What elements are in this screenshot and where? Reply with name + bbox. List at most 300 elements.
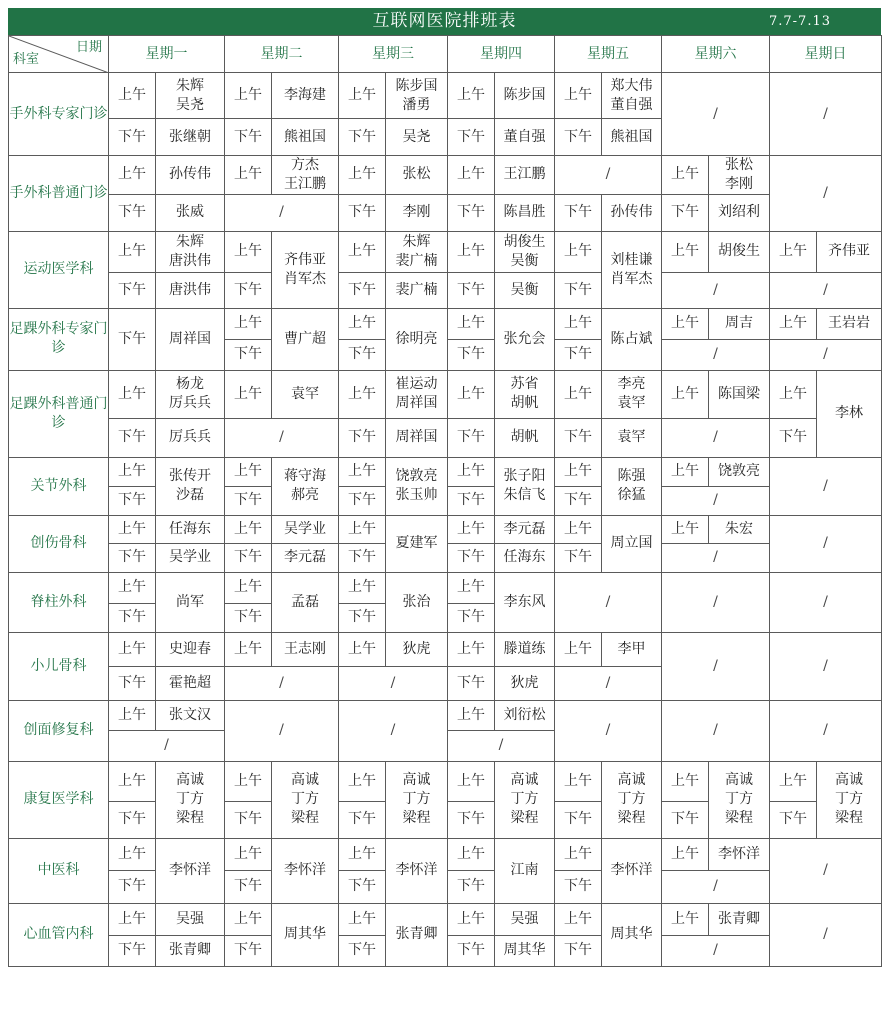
doctor-name: 狄虎 — [495, 666, 555, 700]
empty-slot: / — [662, 339, 770, 370]
date-range: 7.7-7.13 — [768, 14, 831, 29]
schedule-table — [8, 35, 882, 967]
doctor-name: 郑大伟 董自强 — [602, 73, 662, 119]
schedule-body — [9, 36, 882, 967]
am-label: 上午 — [109, 700, 156, 730]
doctor-name: 高诚 丁方 梁程 — [495, 761, 555, 838]
dept-am-row — [9, 370, 882, 418]
pm-label: 下午 — [448, 119, 495, 156]
pm-label: 下午 — [448, 870, 495, 903]
day-header: 星期五 — [555, 36, 662, 73]
doctor-name: 李林 — [817, 370, 882, 457]
doctor-name: 尚军 — [156, 572, 225, 632]
doctor-name: 吴学业 — [156, 543, 225, 572]
pm-label: 下午 — [770, 801, 817, 838]
pm-label: 下午 — [225, 935, 272, 966]
am-label: 上午 — [339, 73, 386, 119]
page-title: 互联网医院排班表 — [372, 11, 517, 31]
am-label: 上午 — [225, 73, 272, 119]
am-label: 上午 — [770, 231, 817, 272]
doctor-name: 陈步国 潘勇 — [386, 73, 448, 119]
empty-slot: / — [662, 272, 770, 308]
pm-label: 下午 — [555, 870, 602, 903]
pm-label: 下午 — [555, 935, 602, 966]
doctor-name: 张青卿 — [709, 903, 770, 935]
am-label: 上午 — [109, 156, 156, 195]
doctor-name: 朱辉 唐洪伟 — [156, 231, 225, 272]
pm-label: 下午 — [225, 543, 272, 572]
doctor-name: 蒋守海 郝亮 — [272, 457, 339, 515]
pm-label: 下午 — [662, 801, 709, 838]
doctor-name: 李元磊 — [495, 515, 555, 543]
am-label: 上午 — [662, 156, 709, 195]
doctor-name: 饶敦亮 — [709, 457, 770, 486]
doctor-name: 高诚 丁方 梁程 — [602, 761, 662, 838]
am-label: 上午 — [225, 572, 272, 603]
am-label: 上午 — [225, 515, 272, 543]
doctor-name: 齐伟亚 肖军杰 — [272, 231, 339, 308]
am-label: 上午 — [109, 632, 156, 666]
am-label: 上午 — [339, 632, 386, 666]
doctor-name: 狄虎 — [386, 632, 448, 666]
pm-label: 下午 — [109, 666, 156, 700]
empty-slot: / — [225, 700, 339, 761]
am-label: 上午 — [662, 515, 709, 543]
doctor-name: 王江鹏 — [495, 156, 555, 195]
am-label: 上午 — [555, 370, 602, 418]
doctor-name: 陈强 徐猛 — [602, 457, 662, 515]
empty-slot: / — [225, 666, 339, 700]
am-label: 上午 — [109, 761, 156, 801]
doctor-name: 李亮 袁罕 — [602, 370, 662, 418]
am-label: 上午 — [225, 838, 272, 870]
dept-am-row — [9, 231, 882, 272]
doctor-name: 周其华 — [272, 903, 339, 966]
am-label: 上午 — [662, 370, 709, 418]
empty-slot: / — [555, 572, 662, 632]
dept-name: 心血管内科 — [9, 903, 109, 966]
doctor-name: 李怀洋 — [709, 838, 770, 870]
doctor-name: 陈步国 — [495, 73, 555, 119]
empty-slot: / — [662, 73, 770, 156]
doctor-name: 周吉 — [709, 308, 770, 339]
doctor-name: 张青卿 — [386, 903, 448, 966]
dept-name: 创面修复科 — [9, 700, 109, 761]
pm-label: 下午 — [448, 194, 495, 231]
am-label: 上午 — [339, 231, 386, 272]
doctor-name: 孙传伟 — [602, 194, 662, 231]
am-label: 上午 — [662, 838, 709, 870]
empty-slot: / — [662, 572, 770, 632]
doctor-name: 胡帆 — [495, 418, 555, 457]
schedule-sheet — [8, 8, 881, 967]
dept-am-row — [9, 903, 882, 935]
doctor-name: 张继朝 — [156, 119, 225, 156]
am-label: 上午 — [555, 308, 602, 339]
empty-slot: / — [662, 486, 770, 515]
doctor-name: 吴尧 — [386, 119, 448, 156]
am-label: 上午 — [448, 370, 495, 418]
doctor-name: 张治 — [386, 572, 448, 632]
dept-am-row — [9, 308, 882, 339]
am-label: 上午 — [339, 761, 386, 801]
pm-label: 下午 — [555, 486, 602, 515]
doctor-name: 饶敦亮 张玉帅 — [386, 457, 448, 515]
doctor-name: 吴衡 — [495, 272, 555, 308]
am-label: 上午 — [448, 700, 495, 730]
pm-label: 下午 — [555, 119, 602, 156]
pm-label: 下午 — [225, 272, 272, 308]
dept-name: 中医科 — [9, 838, 109, 903]
pm-label: 下午 — [339, 418, 386, 457]
doctor-name: 李怀洋 — [386, 838, 448, 903]
doctor-name: 王志刚 — [272, 632, 339, 666]
doctor-name: 高诚 丁方 梁程 — [386, 761, 448, 838]
dept-am-row — [9, 700, 882, 730]
pm-label: 下午 — [448, 935, 495, 966]
am-label: 上午 — [225, 231, 272, 272]
corner-header — [9, 36, 109, 73]
pm-label: 下午 — [448, 486, 495, 515]
doctor-name: 刘绍利 — [709, 194, 770, 231]
doctor-name: 霍艳超 — [156, 666, 225, 700]
doctor-name: 李怀洋 — [272, 838, 339, 903]
pm-label: 下午 — [339, 870, 386, 903]
pm-label: 下午 — [109, 119, 156, 156]
pm-label: 下午 — [555, 339, 602, 370]
am-label: 上午 — [448, 73, 495, 119]
am-label: 上午 — [109, 231, 156, 272]
doctor-name: 陈昌胜 — [495, 194, 555, 231]
am-label: 上午 — [109, 838, 156, 870]
doctor-name: 周其华 — [495, 935, 555, 966]
am-label: 上午 — [225, 903, 272, 935]
am-label: 上午 — [339, 572, 386, 603]
am-label: 上午 — [662, 457, 709, 486]
doctor-name: 孟磊 — [272, 572, 339, 632]
doctor-name: 夏建军 — [386, 515, 448, 572]
doctor-name: 董自强 — [495, 119, 555, 156]
pm-label: 下午 — [109, 603, 156, 632]
am-label: 上午 — [225, 632, 272, 666]
pm-label: 下午 — [225, 339, 272, 370]
pm-label: 下午 — [109, 935, 156, 966]
empty-slot: / — [770, 457, 882, 515]
doctor-name: 袁罕 — [602, 418, 662, 457]
dept-name: 足踝外科专家门诊 — [9, 308, 109, 370]
am-label: 上午 — [225, 370, 272, 418]
doctor-name: 李刚 — [386, 194, 448, 231]
pm-label: 下午 — [225, 603, 272, 632]
doctor-name: 张传开 沙磊 — [156, 457, 225, 515]
doctor-name: 曹广超 — [272, 308, 339, 370]
am-label: 上午 — [225, 457, 272, 486]
empty-slot: / — [662, 632, 770, 700]
am-label: 上午 — [448, 572, 495, 603]
pm-label: 下午 — [448, 272, 495, 308]
am-label: 上午 — [555, 73, 602, 119]
am-label: 上午 — [448, 457, 495, 486]
doctor-name: 朱辉 吴尧 — [156, 73, 225, 119]
am-label: 上午 — [109, 370, 156, 418]
am-label: 上午 — [225, 761, 272, 801]
pm-label: 下午 — [109, 272, 156, 308]
doctor-name: 袁罕 — [272, 370, 339, 418]
empty-slot: / — [555, 666, 662, 700]
doctor-name: 崔运动 周祥国 — [386, 370, 448, 418]
doctor-name: 陈占斌 — [602, 308, 662, 370]
empty-slot: / — [770, 700, 882, 761]
am-label: 上午 — [448, 156, 495, 195]
doctor-name: 张青卿 — [156, 935, 225, 966]
pm-label: 下午 — [448, 418, 495, 457]
doctor-name: 史迎春 — [156, 632, 225, 666]
doctor-name: 王岩岩 — [817, 308, 882, 339]
empty-slot: / — [662, 543, 770, 572]
empty-slot: / — [770, 272, 882, 308]
doctor-name: 吴强 — [495, 903, 555, 935]
empty-slot: / — [555, 700, 662, 761]
pm-label: 下午 — [448, 603, 495, 632]
doctor-name: 齐伟亚 — [817, 231, 882, 272]
dept-name: 小儿骨科 — [9, 632, 109, 700]
dept-am-row — [9, 632, 882, 666]
doctor-name: 滕道练 — [495, 632, 555, 666]
corner-day-label: 日期 — [75, 40, 102, 55]
am-label: 上午 — [555, 231, 602, 272]
am-label: 上午 — [555, 457, 602, 486]
doctor-name: 张松 — [386, 156, 448, 195]
am-label: 上午 — [555, 632, 602, 666]
doctor-name: 李怀洋 — [602, 838, 662, 903]
day-header: 星期日 — [770, 36, 882, 73]
doctor-name: 李怀洋 — [156, 838, 225, 903]
am-label: 上午 — [448, 838, 495, 870]
dept-pm-row — [9, 418, 882, 457]
dept-pm-row — [9, 272, 882, 308]
empty-slot: / — [662, 870, 770, 903]
pm-label: 下午 — [448, 666, 495, 700]
doctor-name: 徐明亮 — [386, 308, 448, 370]
doctor-name: 张允会 — [495, 308, 555, 370]
dept-name: 脊柱外科 — [9, 572, 109, 632]
empty-slot: / — [770, 73, 882, 156]
doctor-name: 胡俊生 — [709, 231, 770, 272]
empty-slot: / — [225, 418, 339, 457]
doctor-name: 厉兵兵 — [156, 418, 225, 457]
pm-label: 下午 — [225, 870, 272, 903]
empty-slot: / — [770, 632, 882, 700]
doctor-name: 吴学业 — [272, 515, 339, 543]
doctor-name: 周祥国 — [386, 418, 448, 457]
pm-label: 下午 — [339, 272, 386, 308]
empty-slot: / — [770, 903, 882, 966]
pm-label: 下午 — [339, 486, 386, 515]
pm-label: 下午 — [109, 418, 156, 457]
empty-slot: / — [662, 700, 770, 761]
pm-label: 下午 — [339, 339, 386, 370]
empty-slot: / — [770, 515, 882, 572]
am-label: 上午 — [109, 73, 156, 119]
dept-name: 手外科专家门诊 — [9, 73, 109, 156]
pm-label: 下午 — [109, 486, 156, 515]
pm-label: 下午 — [339, 194, 386, 231]
doctor-name: 裴广楠 — [386, 272, 448, 308]
pm-label: 下午 — [339, 543, 386, 572]
am-label: 上午 — [109, 457, 156, 486]
dept-name: 足踝外科普通门诊 — [9, 370, 109, 457]
am-label: 上午 — [555, 838, 602, 870]
am-label: 上午 — [225, 308, 272, 339]
doctor-name: 任海东 — [156, 515, 225, 543]
doctor-name: 高诚 丁方 梁程 — [272, 761, 339, 838]
doctor-name: 唐洪伟 — [156, 272, 225, 308]
dept-am-row — [9, 457, 882, 486]
doctor-name: 李海建 — [272, 73, 339, 119]
dept-pm-row — [9, 194, 882, 231]
doctor-name: 周其华 — [602, 903, 662, 966]
am-label: 上午 — [770, 308, 817, 339]
dept-name: 康复医学科 — [9, 761, 109, 838]
am-label: 上午 — [339, 903, 386, 935]
doctor-name: 刘衍松 — [495, 700, 555, 730]
doctor-name: 李元磊 — [272, 543, 339, 572]
doctor-name: 江南 — [495, 838, 555, 903]
pm-label: 下午 — [109, 308, 156, 370]
am-label: 上午 — [555, 515, 602, 543]
am-label: 上午 — [109, 572, 156, 603]
doctor-name: 陈国梁 — [709, 370, 770, 418]
day-header: 星期三 — [339, 36, 448, 73]
day-header: 星期二 — [225, 36, 339, 73]
doctor-name: 熊祖国 — [272, 119, 339, 156]
pm-label: 下午 — [225, 119, 272, 156]
empty-slot: / — [339, 700, 448, 761]
header-row — [9, 36, 882, 73]
pm-label: 下午 — [109, 194, 156, 231]
pm-label: 下午 — [448, 801, 495, 838]
pm-label: 下午 — [555, 543, 602, 572]
pm-label: 下午 — [448, 339, 495, 370]
doctor-name: 李东风 — [495, 572, 555, 632]
empty-slot: / — [770, 838, 882, 903]
am-label: 上午 — [770, 370, 817, 418]
am-label: 上午 — [448, 231, 495, 272]
am-label: 上午 — [555, 761, 602, 801]
pm-label: 下午 — [339, 119, 386, 156]
pm-label: 下午 — [555, 418, 602, 457]
doctor-name: 高诚 丁方 梁程 — [156, 761, 225, 838]
empty-slot: / — [339, 666, 448, 700]
doctor-name: 杨龙 厉兵兵 — [156, 370, 225, 418]
am-label: 上午 — [109, 903, 156, 935]
doctor-name: 胡俊生 吴衡 — [495, 231, 555, 272]
pm-label: 下午 — [339, 801, 386, 838]
pm-label: 下午 — [555, 272, 602, 308]
doctor-name: 刘桂谦 肖军杰 — [602, 231, 662, 308]
empty-slot: / — [662, 418, 770, 457]
pm-label: 下午 — [770, 418, 817, 457]
empty-slot: / — [109, 730, 225, 761]
day-header: 星期一 — [109, 36, 225, 73]
dept-am-row — [9, 572, 882, 603]
doctor-name: 高诚 丁方 梁程 — [709, 761, 770, 838]
pm-label: 下午 — [555, 194, 602, 231]
am-label: 上午 — [339, 515, 386, 543]
doctor-name: 周祥国 — [156, 308, 225, 370]
empty-slot: / — [770, 339, 882, 370]
doctor-name: 高诚 丁方 梁程 — [817, 761, 882, 838]
dept-name: 创伤骨科 — [9, 515, 109, 572]
pm-label: 下午 — [339, 935, 386, 966]
empty-slot: / — [770, 572, 882, 632]
dept-am-row — [9, 73, 882, 119]
dept-am-row — [9, 838, 882, 870]
pm-label: 下午 — [555, 801, 602, 838]
pm-label: 下午 — [225, 801, 272, 838]
am-label: 上午 — [448, 761, 495, 801]
doctor-name: 周立国 — [602, 515, 662, 572]
pm-label: 下午 — [448, 543, 495, 572]
doctor-name: 吴强 — [156, 903, 225, 935]
am-label: 上午 — [662, 308, 709, 339]
am-label: 上午 — [448, 308, 495, 339]
doctor-name: 张威 — [156, 194, 225, 231]
doctor-name: 张子阳 朱信飞 — [495, 457, 555, 515]
am-label: 上午 — [339, 838, 386, 870]
pm-label: 下午 — [109, 543, 156, 572]
am-label: 上午 — [448, 515, 495, 543]
pm-label: 下午 — [109, 801, 156, 838]
day-header: 星期四 — [448, 36, 555, 73]
dept-am-row — [9, 515, 882, 543]
doctor-name: 张松 李刚 — [709, 156, 770, 195]
doctor-name: 任海东 — [495, 543, 555, 572]
pm-label: 下午 — [109, 870, 156, 903]
doctor-name: 苏省 胡帆 — [495, 370, 555, 418]
am-label: 上午 — [662, 903, 709, 935]
am-label: 上午 — [448, 632, 495, 666]
am-label: 上午 — [109, 515, 156, 543]
am-label: 上午 — [555, 903, 602, 935]
am-label: 上午 — [339, 156, 386, 195]
pm-label: 下午 — [225, 486, 272, 515]
pm-label: 下午 — [339, 603, 386, 632]
am-label: 上午 — [662, 231, 709, 272]
title-bar — [8, 8, 881, 35]
empty-slot: / — [662, 935, 770, 966]
doctor-name: 熊祖国 — [602, 119, 662, 156]
am-label: 上午 — [770, 761, 817, 801]
doctor-name: 朱辉 裴广楠 — [386, 231, 448, 272]
dept-name: 关节外科 — [9, 457, 109, 515]
dept-am-row — [9, 156, 882, 195]
empty-slot: / — [225, 194, 339, 231]
doctor-name: 孙传伟 — [156, 156, 225, 195]
empty-slot: / — [770, 156, 882, 232]
am-label: 上午 — [662, 761, 709, 801]
empty-slot: / — [555, 156, 662, 195]
dept-name: 运动医学科 — [9, 231, 109, 308]
doctor-name: 方杰 王江鹏 — [272, 156, 339, 195]
doctor-name: 朱宏 — [709, 515, 770, 543]
corner-dept-label: 科室 — [13, 52, 40, 68]
empty-slot: / — [448, 730, 555, 761]
am-label: 上午 — [339, 457, 386, 486]
doctor-name: 李甲 — [602, 632, 662, 666]
pm-label: 下午 — [662, 194, 709, 231]
day-header: 星期六 — [662, 36, 770, 73]
